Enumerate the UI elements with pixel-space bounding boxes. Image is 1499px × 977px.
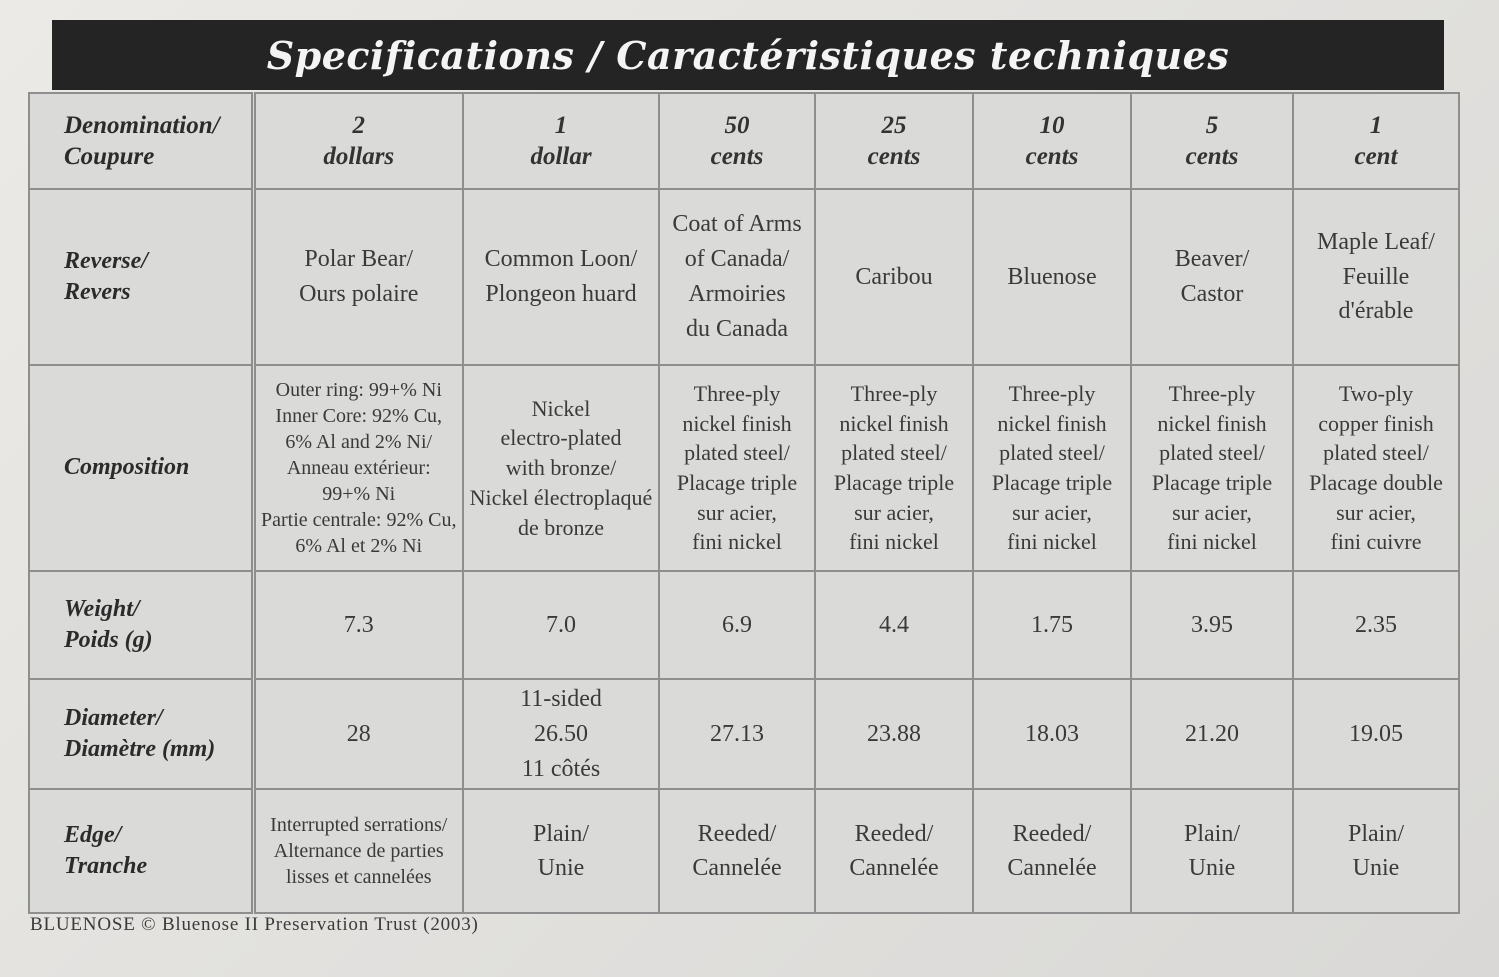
- row-header-diameter: Diameter/ Diamètre (mm): [29, 679, 253, 789]
- diameter-cell: 18.03: [973, 679, 1131, 789]
- weight-cell: 1.75: [973, 571, 1131, 679]
- weight-cell: 2.35: [1293, 571, 1459, 679]
- reverse-cell: Caribou: [815, 189, 973, 365]
- denomination-cell: 2 dollars: [253, 93, 463, 189]
- reverse-cell: Bluenose: [973, 189, 1131, 365]
- copyright-footer: BLUENOSE © Bluenose II Preservation Trust (2003): [30, 914, 479, 935]
- denomination-cell: 1 cent: [1293, 93, 1459, 189]
- diameter-cell: 19.05: [1293, 679, 1459, 789]
- row-header-weight: Weight/ Poids (g): [29, 571, 253, 679]
- table-row-denomination: [29, 93, 1459, 189]
- diameter-cell: 27.13: [659, 679, 815, 789]
- composition-cell: Two-ply copper finish plated steel/ Placage double sur acier, fini cuivre: [1293, 365, 1459, 571]
- edge-cell: Plain/ Unie: [1293, 789, 1459, 913]
- reverse-cell: Polar Bear/ Ours polaire: [253, 189, 463, 365]
- title-banner: [52, 20, 1444, 90]
- weight-cell: 7.3: [253, 571, 463, 679]
- edge-cell: Plain/ Unie: [463, 789, 659, 913]
- reverse-cell: Common Loon/ Plongeon huard: [463, 189, 659, 365]
- row-header-denomination: Denomination/ Coupure: [29, 93, 253, 189]
- diameter-cell: 23.88: [815, 679, 973, 789]
- row-header-reverse: Reverse/ Revers: [29, 189, 253, 365]
- row-header-composition: Composition: [29, 365, 253, 571]
- row-header-edge: Edge/ Tranche: [29, 789, 253, 913]
- composition-cell: Three-ply nickel finish plated steel/ Placage triple sur acier, fini nickel: [973, 365, 1131, 571]
- table-row-weight: [29, 571, 1459, 679]
- edge-cell: Reeded/ Cannelée: [659, 789, 815, 913]
- composition-cell: Three-ply nickel finish plated steel/ Placage triple sur acier, fini nickel: [815, 365, 973, 571]
- table-row-edge: [29, 789, 1459, 913]
- composition-cell: Three-ply nickel finish plated steel/ Placage triple sur acier, fini nickel: [1131, 365, 1293, 571]
- reverse-cell: Beaver/ Castor: [1131, 189, 1293, 365]
- edge-cell: Reeded/ Cannelée: [973, 789, 1131, 913]
- denomination-cell: 25 cents: [815, 93, 973, 189]
- denomination-cell: 50 cents: [659, 93, 815, 189]
- denomination-cell: 10 cents: [973, 93, 1131, 189]
- edge-cell: Reeded/ Cannelée: [815, 789, 973, 913]
- weight-cell: 6.9: [659, 571, 815, 679]
- reverse-cell: Maple Leaf/ Feuille d'érable: [1293, 189, 1459, 365]
- edge-cell: Interrupted serrations/ Alternance de parties lisses et cannelées: [253, 789, 463, 913]
- weight-cell: 3.95: [1131, 571, 1293, 679]
- composition-cell: Three-ply nickel finish plated steel/ Placage triple sur acier, fini nickel: [659, 365, 815, 571]
- composition-cell: Nickel electro-plated with bronze/ Nickel électroplaqué de bronze: [463, 365, 659, 571]
- table-row-composition: [29, 365, 1459, 571]
- table-row-reverse: [29, 189, 1459, 365]
- diameter-cell: 21.20: [1131, 679, 1293, 789]
- reverse-cell: Coat of Arms of Canada/ Armoiries du Canada: [659, 189, 815, 365]
- page-title: Specifications / Caractéristiques techniques: [266, 32, 1230, 78]
- edge-cell: Plain/ Unie: [1131, 789, 1293, 913]
- diameter-cell: 11-sided 26.50 11 côtés: [463, 679, 659, 789]
- weight-cell: 4.4: [815, 571, 973, 679]
- denomination-cell: 5 cents: [1131, 93, 1293, 189]
- denomination-cell: 1 dollar: [463, 93, 659, 189]
- diameter-cell: 28: [253, 679, 463, 789]
- weight-cell: 7.0: [463, 571, 659, 679]
- table-row-diameter: [29, 679, 1459, 789]
- specifications-table: [28, 92, 1460, 914]
- composition-cell: Outer ring: 99+% Ni Inner Core: 92% Cu, 6% Al and 2% Ni/ Anneau extérieur: 99+% Ni Partie centrale: 92% Cu, 6% Al et 2% Ni: [253, 365, 463, 571]
